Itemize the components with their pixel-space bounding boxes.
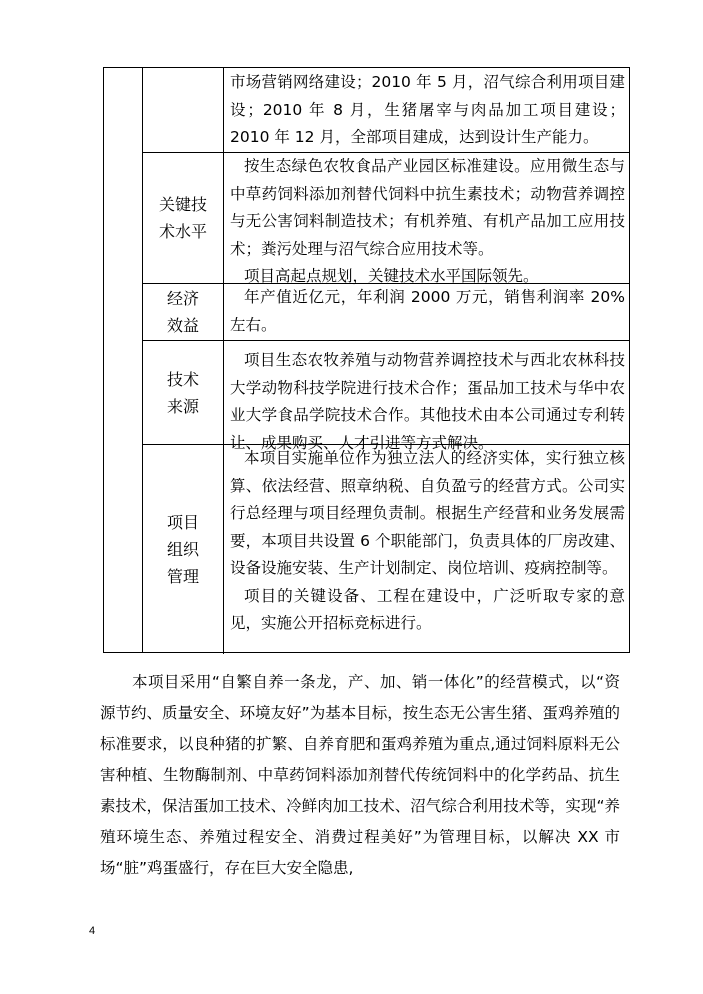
body-paragraph [100,667,620,884]
row-label: 关键技 术水平 [143,153,224,283]
project-info-table [103,67,630,653]
row-content [224,68,629,152]
row-label: 经济 效益 [143,284,224,340]
row-text: 本项目实施单位作为独立法人的经济实体，实行独立核算、依法经营、照章纳税、自负盈亏的经营方式。公司实行总经理与项目经理负责制。根据生产经营和业务发展需要，本项目共设置 6 个职能部门，负责具体的厂房改建、设备设施安装、生产计划制定、岗位培训、疫病控制等。 [230,449,625,577]
row-content [224,284,629,340]
row-text: 年产值近亿元，年利润 2000 万元，销售利润率 20%左右。 [230,288,625,334]
table-row-key-technology [143,153,629,284]
row-text: 项目生态农牧养殖与动物营养调控技术与西北农林科技大学动物科技学院进行技术合作；蛋品加工技术与华中农业大学食品学院技术合作。其他技术由本公司通过专利转让、成果购买、人才引进等方式解决。 [230,351,625,452]
row-text: 项目的关键设备、工程在建设中，广泛听取专家的意见，实施公开招标竞标进行。 [230,586,625,632]
row-content [224,153,629,283]
table-row-schedule [143,68,629,153]
row-text: 按生态绿色农牧食品产业园区标准建设。应用微生态与中草药饲料添加剂替代饲料中抗生素技术；动物营养调控与无公害饲料制造技术；有机养殖、有机产品加工应用技术；粪污处理与沼气综合应用技术等。 [230,157,625,258]
table-merged-left-column [104,68,143,652]
row-label: 技术 来源 [143,341,224,444]
row-label [143,68,224,152]
row-text: 项目高起点规划，关键技术水平国际领先。 [244,267,539,285]
row-content [224,341,629,452]
page-number: 4 [89,925,96,937]
row-text: 市场营销网络建设；2010 年 5 月，沼气综合利用项目建设；2010 年 8 月，生猪屠宰与肉品加工项目建设；2010 年 12 月，全部项目建成，达到设计生产能力。 [230,73,625,146]
row-content [224,445,629,654]
row-label: 项目 组织 管理 [143,445,224,654]
table-row-technology-source [143,341,629,452]
table-row-economic-benefit [143,284,629,341]
table-row-project-management [143,445,629,654]
body-text: 本项目采用“自繁自养一条龙，产、加、销一体化”的经营模式，以“资源节约、质量安全、环境友好”为基本目标，按生态无公害生猪、蛋鸡养殖的标准要求，以良种猪的扩繁、自养育肥和蛋鸡养殖为重点,通过饲料原料无公害种植、生物酶制剂、中草药饲料添加剂替代传统饲料中的化学药品、抗生素技术，保洁蛋加工技术、冷鲜肉加工技术、沼气综合利用技术等，实现“养殖环境生态、养殖过程安全、消费过程美好”为管理目标，以解决 XX 市场“脏”鸡蛋盛行，存在巨大安全隐患, [100,673,620,877]
